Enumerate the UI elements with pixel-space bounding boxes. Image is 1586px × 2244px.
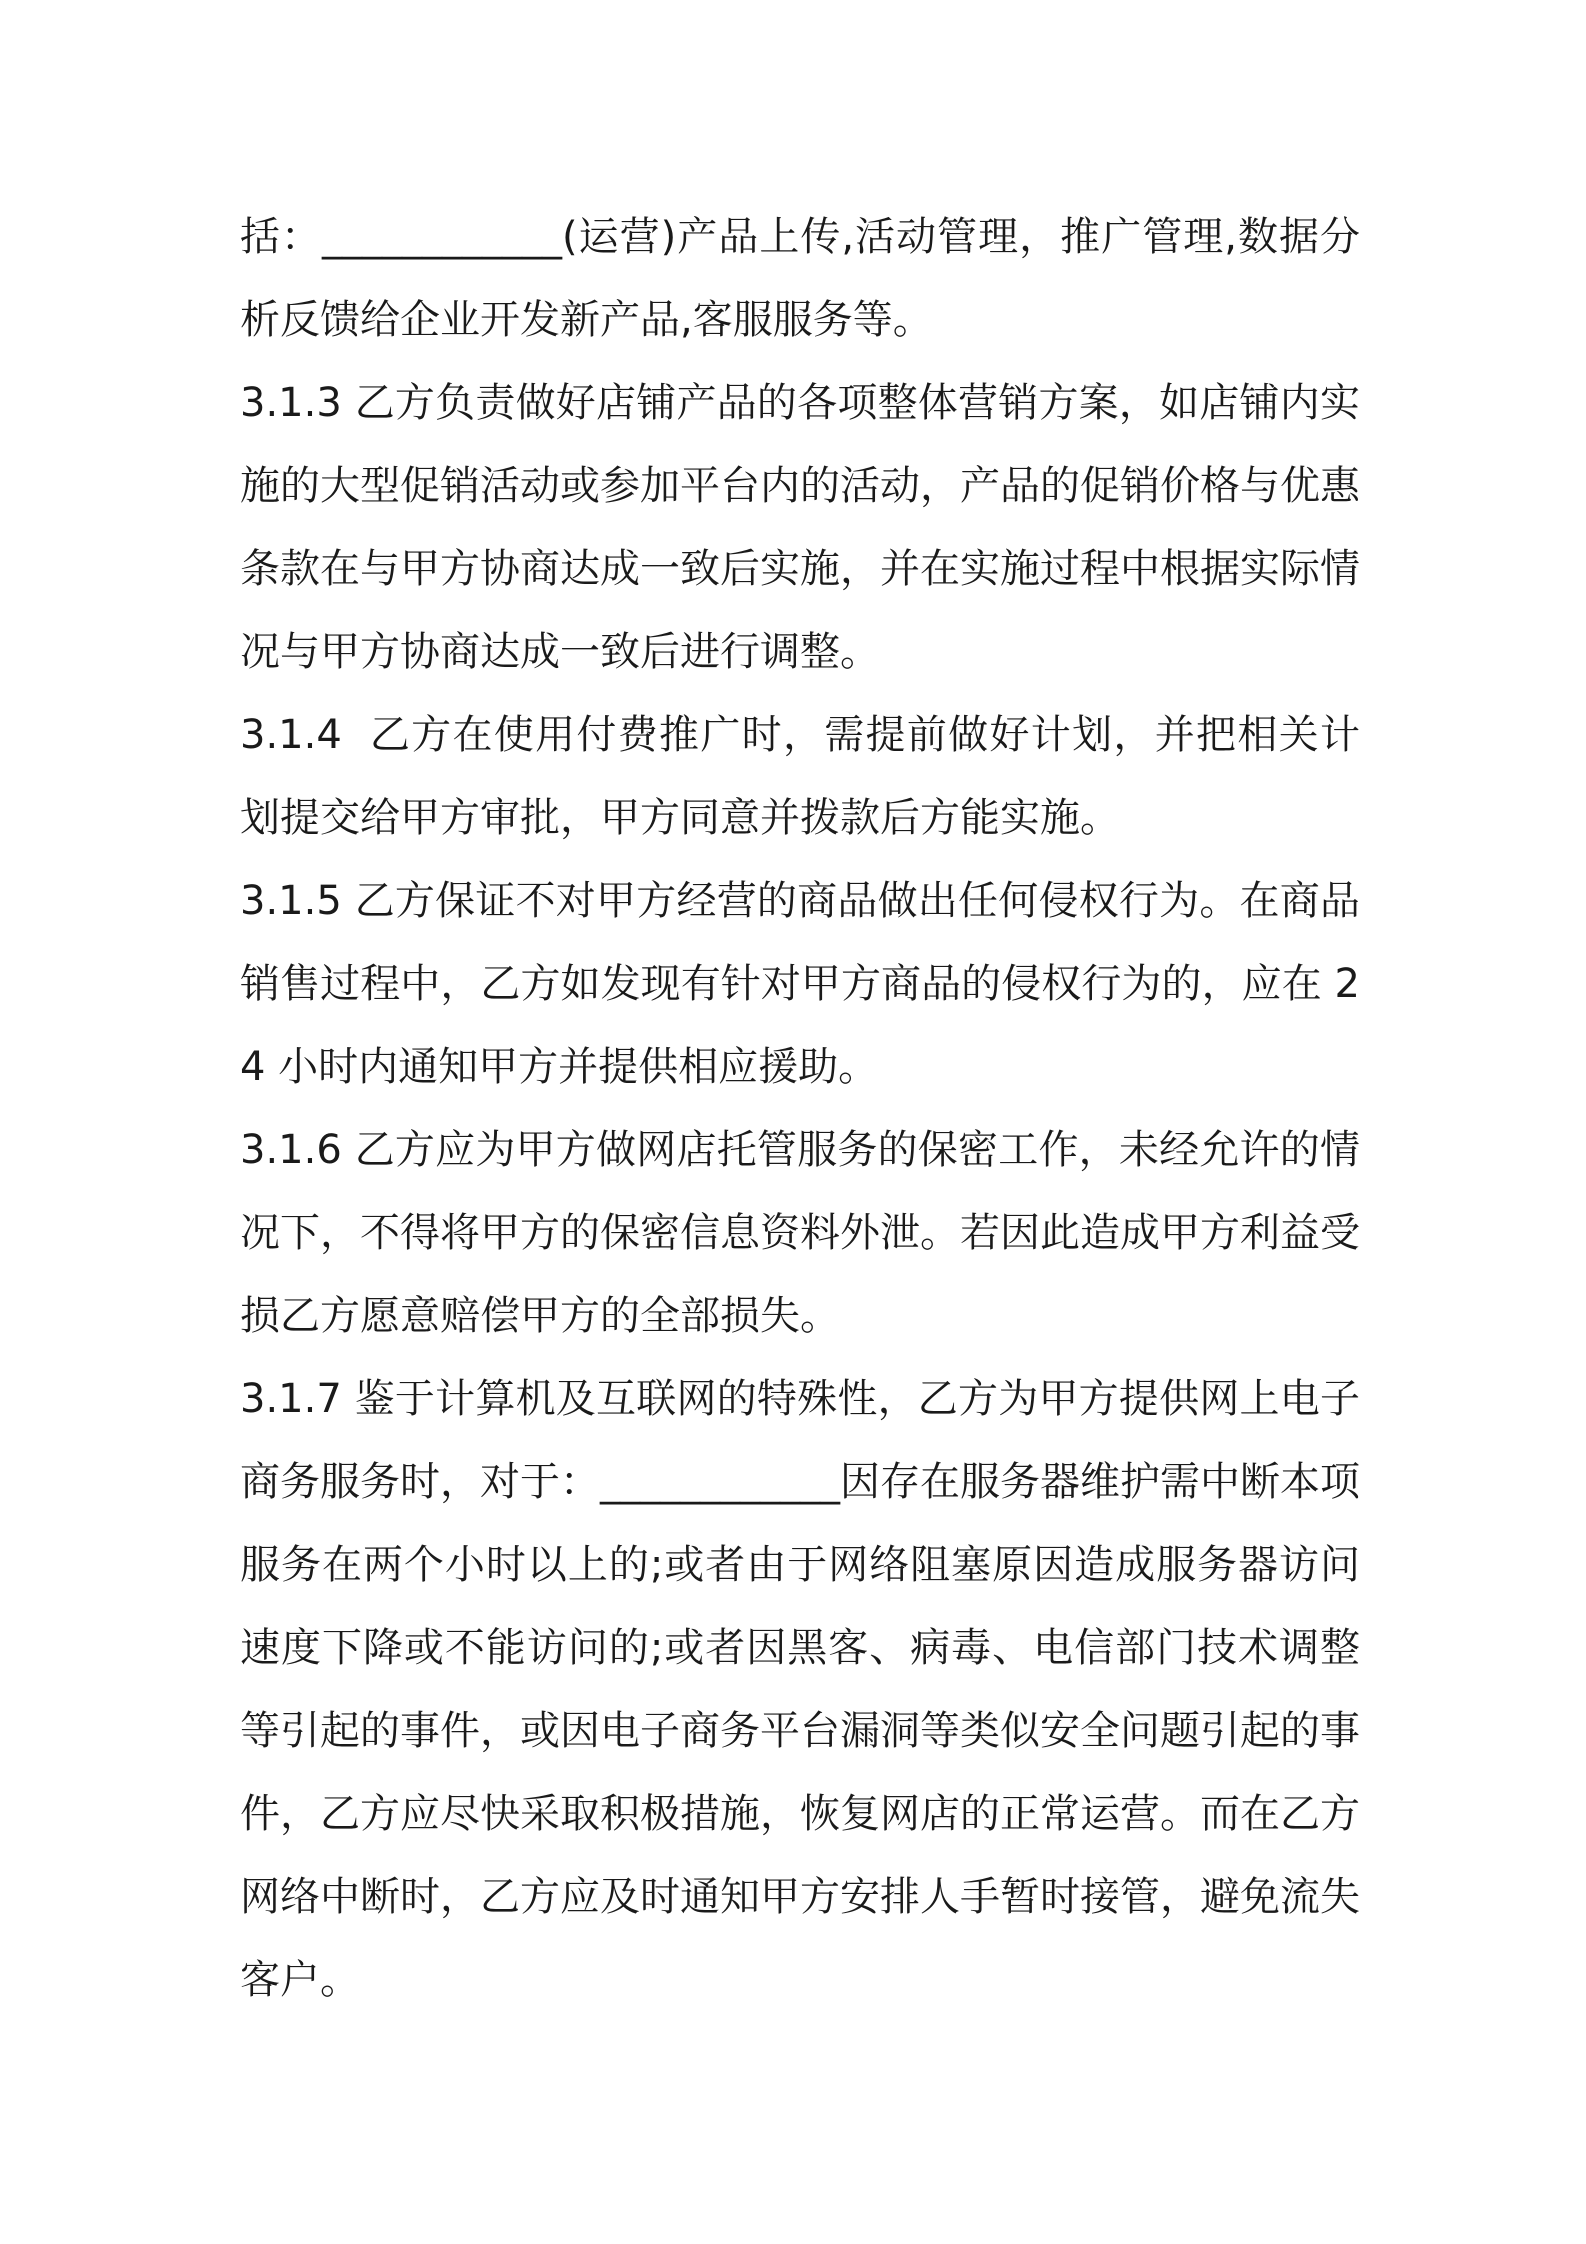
paragraph-clause-3-1-3: 3.1.3 乙方负责做好店铺产品的各项整体营销方案，如店铺内实施的大型促销活动或参加平台内的活动，产品的促销价格与优惠条款在与甲方协商达成一致后实施，并在实施过程中根据实际情况与甲方协商达成一致后进行调整。 <box>240 380 1360 675</box>
paragraph-clause-3-1-4: 3.1.4 乙方在使用付费推广时，需提前做好计划，并把相关计划提交给甲方审批，甲方同意并拨款后方能实施。 <box>240 712 1360 841</box>
paragraph-service-scope: 括：____________(运营)产品上传,活动管理，推广管理,数据分析反馈给企业开发新产品,客服服务等。 <box>240 214 1360 343</box>
paragraph-clause-3-1-7: 3.1.7 鉴于计算机及互联网的特殊性，乙方为甲方提供网上电子商务服务时，对于：____________因存在服务器维护需中断本项服务在两个小时以上的;或者由于网络阻塞原因造成服务器访问速度下降或不能访问的;或者因黑客、病毒、电信部门技术调整等引起的事件，或因电子商务平台漏洞等类似安全问题引起的事件，乙方应尽快采取积极措施，恢复网店的正常运营。而在乙方网络中断时，乙方应及时通知甲方安排人手暂时接管，避免流失客户。 <box>240 1376 1360 2003</box>
paragraph-clause-3-1-6: 3.1.6 乙方应为甲方做网店托管服务的保密工作，未经允许的情况下，不得将甲方的保密信息资料外泄。若因此造成甲方利益受损乙方愿意赔偿甲方的全部损失。 <box>240 1127 1360 1339</box>
paragraph-clause-3-1-5: 3.1.5 乙方保证不对甲方经营的商品做出任何侵权行为。在商品销售过程中，乙方如发现有针对甲方商品的侵权行为的，应在 24 小时内通知甲方并提供相应援助。 <box>240 878 1360 1090</box>
document-body <box>240 196 1360 2022</box>
